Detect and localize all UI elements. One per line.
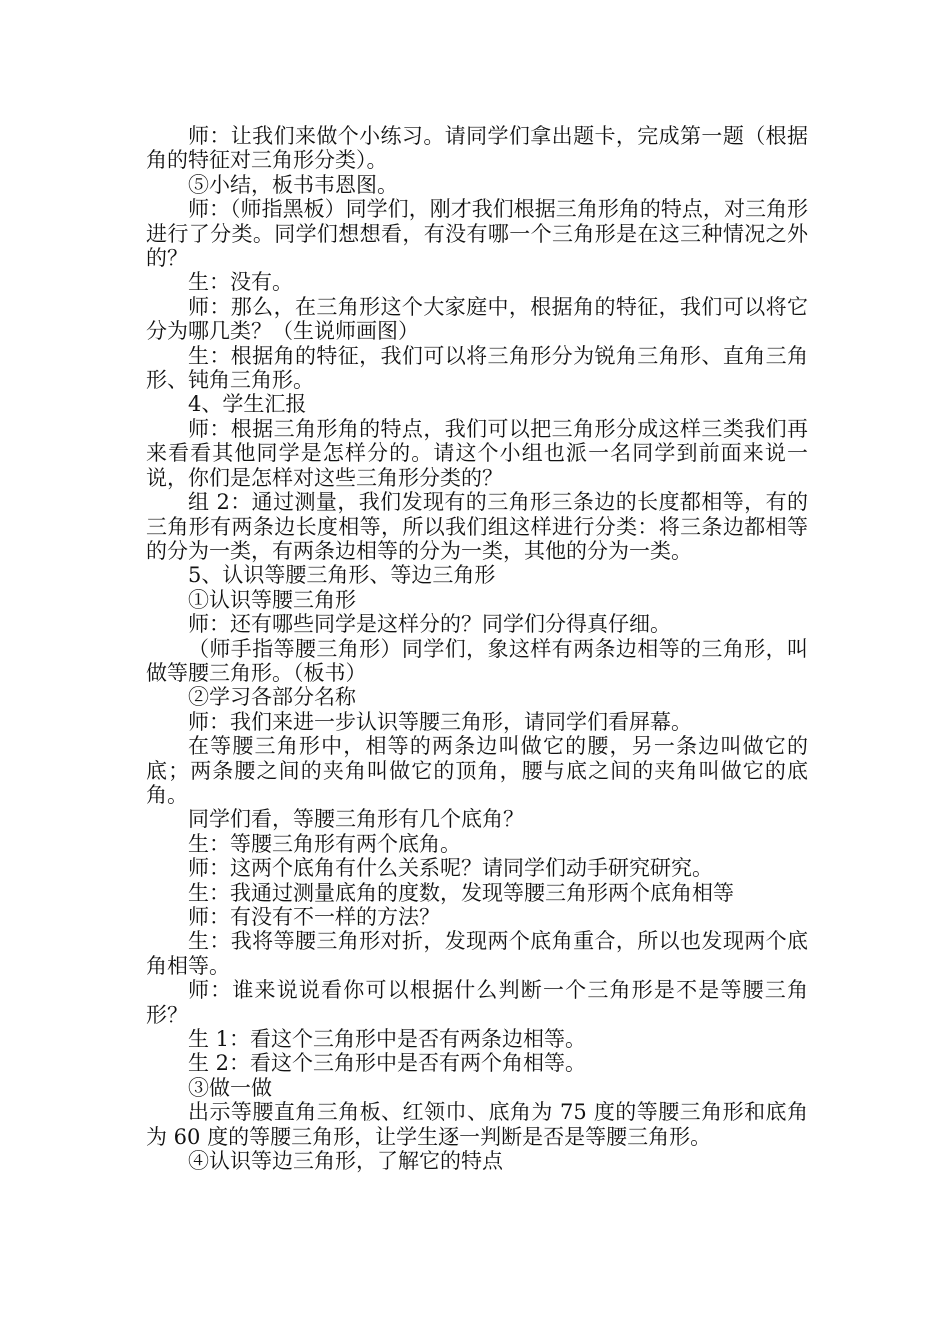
subheading-4: ④认识等边三角形，了解它的特点 [188, 1149, 503, 1174]
paragraph-15: 师：我们来进一步认识等腰三角形，请同学们看屏幕。 [188, 709, 692, 734]
section-heading-4: 4、学生汇报 [188, 392, 307, 417]
paragraph-4: 生：没有。 [188, 270, 293, 295]
subheading-2: ②学习各部分名称 [188, 685, 356, 710]
paragraph-27: 出示等腰直角三角板、红领巾、底角为 75 度的等腰三角形和底角为 60 度的等腰三角形，让学生逐一判断是否是等腰三角形。 [146, 1100, 808, 1149]
paragraph-21: 师：有没有不一样的方法？ [188, 905, 440, 929]
paragraph-25: 生 2：看这个三角形中是否有两个角相等。 [188, 1051, 587, 1076]
paragraph-24: 生 1：看这个三角形中是否有两条边相等。 [188, 1027, 587, 1052]
paragraph-19: 师：这两个底角有什么关系呢？请同学们动手研究研究。 [188, 856, 713, 881]
paragraph-2: ⑤小结，板书韦恩图。 [188, 172, 398, 197]
paragraph-3: 师：（师指黑板）同学们，刚才我们根据三角形角的特点，对三角形进行了分类。同学们想想看，有没有哪一个三角形是在这三种情况之外的？ [146, 197, 808, 271]
paragraph-1: 师：让我们来做个小练习。请同学们拿出题卡，完成第一题（根据角的特征对三角形分类）。 [146, 124, 808, 173]
paragraph-5: 师：那么，在三角形这个大家庭中，根据角的特征，我们可以将它分为哪几类？（生说师画图） [146, 294, 808, 344]
document-page [146, 124, 808, 1173]
subheading-3: ③做一做 [188, 1075, 272, 1100]
paragraph-18: 生：等腰三角形有两个底角。 [188, 831, 461, 856]
paragraph-20: 生：我通过测量底角的度数，发现等腰三角形两个底角相等 [188, 880, 734, 905]
paragraph-17: 同学们看，等腰三角形有几个底角？ [188, 807, 524, 832]
paragraph-12: 师：还有哪些同学是这样分的？同学们分得真仔细。 [188, 612, 671, 637]
paragraph-9: 组 2：通过测量，我们发现有的三角形三条边的长度都相等，有的三角形有两条边长度相等，所以我们组这样进行分类：将三条边都相等的分为一类，有两条边相等的分为一类，其他的分为一类。 [146, 490, 808, 563]
paragraph-23: 师：谁来说说看你可以根据什么判断一个三角形是不是等腰三角形？ [146, 978, 808, 1027]
subheading-1: ①认识等腰三角形 [188, 587, 356, 612]
paragraph-16: 在等腰三角形中，相等的两条边叫做它的腰，另一条边叫做它的底；两条腰之间的夹角叫做它的顶角，腰与底之间的夹角叫做它的底角。 [146, 734, 808, 807]
section-heading-5: 5、认识等腰三角形、等边三角形 [188, 563, 496, 588]
paragraph-13: （师手指等腰三角形）同学们，象这样有两条边相等的三角形，叫做等腰三角形。（板书） [146, 636, 808, 685]
paragraph-8: 师：根据三角形角的特点，我们可以把三角形分成这样三类我们再来看看其他同学是怎样分的。请这个小组也派一名同学到前面来说一说，你们是怎样对这些三角形分类的？ [146, 416, 808, 490]
paragraph-6: 生：根据角的特征，我们可以将三角形分为锐角三角形、直角三角形、钝角三角形。 [146, 343, 808, 393]
paragraph-22: 生：我将等腰三角形对折，发现两个底角重合，所以也发现两个底角相等。 [146, 929, 808, 978]
